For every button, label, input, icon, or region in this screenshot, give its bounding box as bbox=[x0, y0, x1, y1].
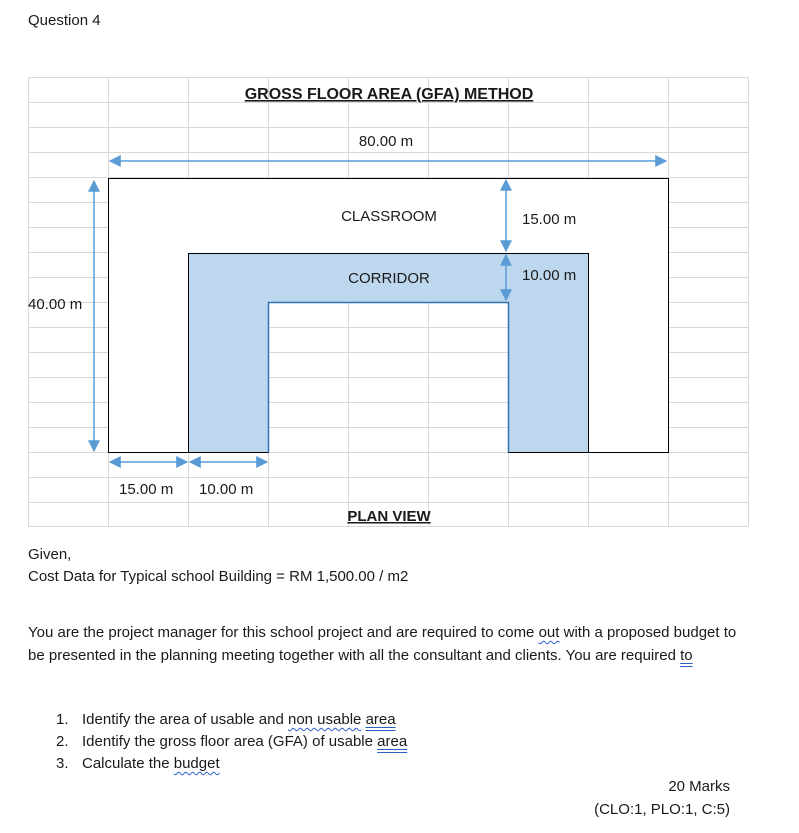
plan-view-label: PLAN VIEW bbox=[347, 508, 431, 525]
given-heading: Given, bbox=[28, 546, 72, 563]
classroom-label: CLASSROOM bbox=[341, 208, 437, 225]
marks-block bbox=[594, 775, 730, 821]
list-item: 3. Calculate the budget bbox=[56, 755, 220, 772]
given-section bbox=[28, 544, 408, 588]
list-item: 2. Identify the gross floor area (GFA) of usable area bbox=[56, 733, 408, 750]
overall-width-label: 80.00 m bbox=[358, 133, 414, 150]
task-list bbox=[56, 709, 407, 775]
clo-plo: (CLO:1, PLO:1, C:5) bbox=[594, 801, 730, 818]
wing-width-label: 15.00 m bbox=[119, 481, 174, 498]
cost-data-line: Cost Data for Typical school Building = RM 1,500.00 / m2 bbox=[28, 568, 409, 585]
corridor-label: CORRIDOR bbox=[348, 270, 430, 287]
corridor-depth-label: 10.00 m bbox=[522, 267, 577, 284]
overall-height-label: 40.00 m bbox=[28, 296, 83, 313]
corridor-width-label: 10.00 m bbox=[199, 481, 254, 498]
task-paragraph: You are the project manager for this school project and are required to come out with a proposed budget to be presented in the planning meeting together with all the consultant and clients. You are required to bbox=[28, 624, 737, 664]
list-item: 1. Identify the area of usable and non usable area bbox=[56, 711, 396, 728]
diagram-title: GROSS FLOOR AREA (GFA) METHOD bbox=[244, 86, 534, 103]
question-label: Question 4 bbox=[28, 12, 101, 29]
total-marks: 20 Marks bbox=[668, 778, 730, 795]
classroom-depth-label: 15.00 m bbox=[522, 211, 577, 228]
